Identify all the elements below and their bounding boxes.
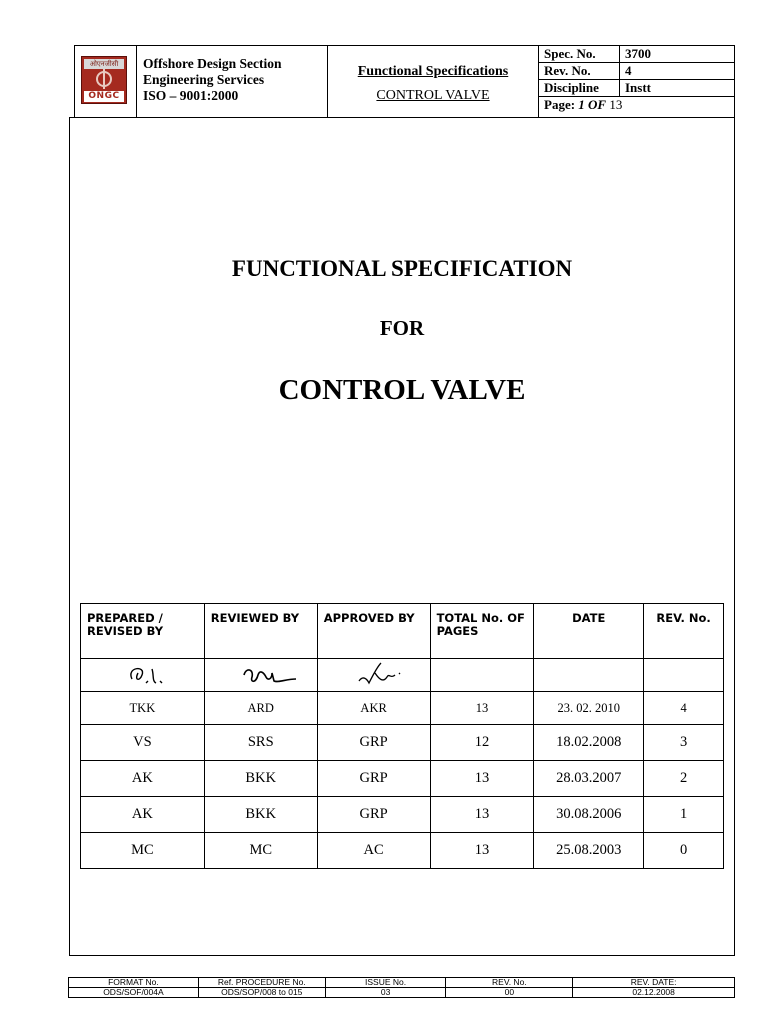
footer-rev-label: REV. No.	[446, 978, 573, 988]
cell-total-pages: 12	[430, 725, 534, 761]
page-total: 13	[609, 97, 623, 112]
page-current: 1	[578, 97, 585, 112]
format-footer	[68, 977, 735, 998]
discipline-value: Instt	[620, 80, 736, 97]
cell-approved: GRP	[317, 725, 430, 761]
cell-reviewed: BKK	[204, 797, 317, 833]
main-title-line3: CONTROL VALVE	[278, 374, 526, 406]
cell-approved: AKR	[317, 692, 430, 725]
footer-issue-label: ISSUE No.	[325, 978, 446, 988]
org-line-services: Engineering Services	[143, 72, 265, 87]
footer-procedure-label: Ref. PROCEDURE No.	[198, 978, 325, 988]
table-row	[81, 725, 724, 761]
cell-total-pages: 13	[430, 761, 534, 797]
spec-label: Spec. No.	[539, 46, 620, 63]
ongc-logo	[81, 56, 127, 104]
cell-prepared: VS	[81, 725, 205, 761]
signature-date	[534, 659, 644, 692]
header-total-pages: TOTAL No. OF PAGES	[430, 604, 534, 659]
cell-prepared: TKK	[81, 692, 205, 725]
revision-table	[80, 603, 724, 869]
cell-prepared: AK	[81, 761, 205, 797]
cell-rev-no: 4	[644, 692, 724, 725]
header-date: DATE	[534, 604, 644, 659]
footer-procedure-value: ODS/SOP/008 to 015	[198, 988, 325, 998]
table-row	[81, 761, 724, 797]
main-title-line1: FUNCTIONAL SPECIFICATION	[231, 256, 573, 281]
cell-rev-no: 3	[644, 725, 724, 761]
logo-brand-text: ONGC	[84, 91, 124, 102]
header-doc-subtitle: CONTROL VALVE	[376, 88, 490, 103]
cell-date: 18.02.2008	[534, 725, 644, 761]
footer-rev-date-value: 02.12.2008	[573, 988, 735, 998]
signature-rev-no	[644, 659, 724, 692]
cell-reviewed: MC	[204, 833, 317, 869]
page-indicator	[539, 97, 735, 114]
cell-date: 28.03.2007	[534, 761, 644, 797]
signature-row	[81, 659, 724, 692]
spec-row	[539, 46, 735, 63]
cell-date: 23. 02. 2010	[534, 692, 644, 725]
table-row	[81, 833, 724, 869]
cell-rev-no: 1	[644, 797, 724, 833]
signature-approved	[317, 659, 430, 692]
logo-cell	[75, 46, 137, 117]
header-title-cell	[328, 46, 539, 117]
spec-meta-table	[539, 46, 735, 113]
cell-rev-no: 0	[644, 833, 724, 869]
cell-prepared: MC	[81, 833, 205, 869]
footer-rev-value: 00	[446, 988, 573, 998]
cell-date: 30.08.2006	[534, 797, 644, 833]
discipline-row	[539, 80, 735, 97]
cell-total-pages: 13	[430, 833, 534, 869]
cell-total-pages: 13	[430, 797, 534, 833]
cell-approved: GRP	[317, 761, 430, 797]
table-row	[81, 797, 724, 833]
document-header	[74, 45, 735, 118]
footer-format-value: ODS/SOF/004A	[69, 988, 199, 998]
rev-label: Rev. No.	[539, 63, 620, 80]
rev-value: 4	[620, 63, 736, 80]
logo-emblem-icon	[96, 71, 112, 87]
rev-row	[539, 63, 735, 80]
page-row	[539, 97, 735, 114]
cell-approved: AC	[317, 833, 430, 869]
footer-issue-value: 03	[325, 988, 446, 998]
main-title-line2: FOR	[379, 316, 425, 340]
page-of: OF	[588, 97, 607, 112]
cell-date: 25.08.2003	[534, 833, 644, 869]
page-label: Page:	[544, 97, 576, 112]
org-line-iso: ISO – 9001:2000	[143, 88, 239, 103]
logo-hindi-text: ओएनजीसी	[84, 59, 124, 69]
cell-approved: GRP	[317, 797, 430, 833]
header-reviewed: REVIEWED BY	[204, 604, 317, 659]
org-line-section: Offshore Design Section	[143, 56, 282, 71]
cell-rev-no: 2	[644, 761, 724, 797]
signature-prepared-icon	[102, 661, 182, 689]
table-row	[81, 692, 724, 725]
signature-total-pages	[430, 659, 534, 692]
spec-value: 3700	[620, 46, 736, 63]
header-doc-title: Functional Specifications	[357, 64, 509, 79]
cell-reviewed: ARD	[204, 692, 317, 725]
cell-prepared: AK	[81, 797, 205, 833]
header-approved: APPROVED BY	[317, 604, 430, 659]
footer-format-label: FORMAT No.	[69, 978, 199, 988]
cell-reviewed: SRS	[204, 725, 317, 761]
header-rev-no: REV. No.	[644, 604, 724, 659]
footer-rev-date-label: REV. DATE:	[573, 978, 735, 988]
signature-reviewed-icon	[216, 661, 306, 689]
cell-reviewed: BKK	[204, 761, 317, 797]
cell-total-pages: 13	[430, 692, 534, 725]
footer-header-row	[69, 978, 735, 988]
organization-info	[137, 46, 328, 117]
signature-approved-icon	[329, 661, 419, 689]
discipline-label: Discipline	[539, 80, 620, 97]
document-body	[69, 117, 735, 956]
revision-header-row	[81, 604, 724, 659]
header-prepared: PREPARED / REVISED BY	[81, 604, 205, 659]
signature-prepared	[81, 659, 205, 692]
signature-reviewed	[204, 659, 317, 692]
footer-value-row	[69, 988, 735, 998]
